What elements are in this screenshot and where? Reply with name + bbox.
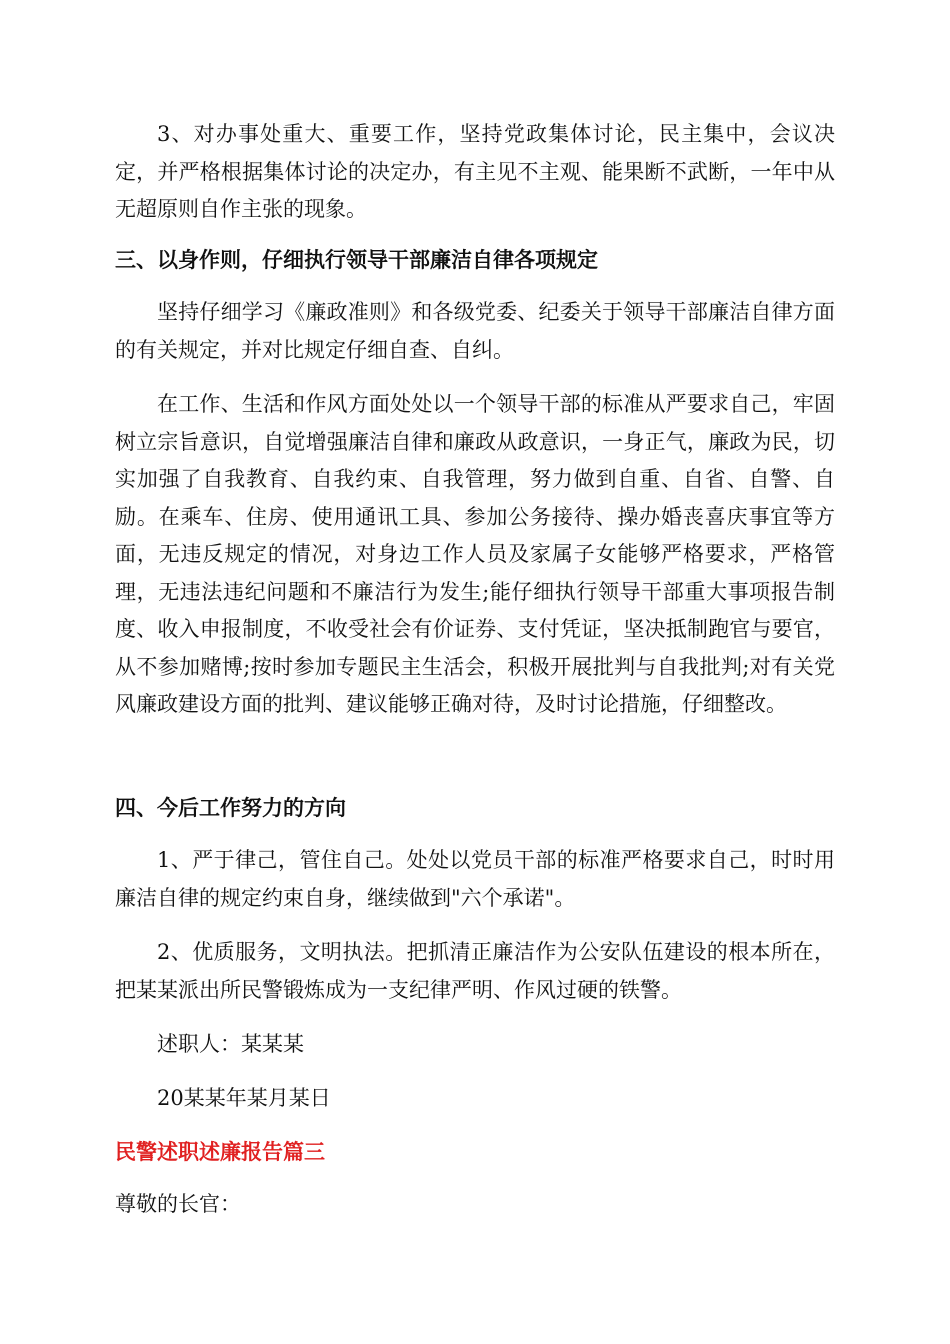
section-title: 民警述职述廉报告篇三 [115,1140,325,1164]
paragraph-item-3: 3、对办事处重大、重要工作，坚持党政集体讨论，民主集中，会议决定，并严格根据集体讨论的决定办，有主见不主观、能果断不武断，一年中从无超原则自作主张的现象。 [115,122,835,221]
date-line: 20某某年某月某日 [157,1086,331,1110]
paragraph-conduct: 在工作、生活和作风方面处处以一个领导干部的标准从严要求自己，牢固树立宗旨意识，自觉增强廉洁自律和廉政从政意识，一身正气，廉政为民，切实加强了自我教育、自我约束、自我管理，努力做到自重、自省、自警、自励。在乘车、住房、使用通讯工具、参加公务接待、操办婚丧喜庆事宜等方面，无违反规定的情况，对身边工作人员及家属子女能够严格要求，严格管理，无违法违纪问题和不廉洁行为发生;能仔细执行领导干部重大事项报告制度、收入申报制度，不收受社会有价证券、支付凭证，坚决抵制跑官与要官，从不参加赌博;按时参加专题民主生活会，积极开展批判与自我批判;对有关党风廉政建设方面的批判、建议能够正确对待，及时讨论措施，仔细整改。 [115,392,835,716]
heading-section-three: 三、以身作则，仔细执行领导干部廉洁自律各项规定 [115,248,598,272]
signature-line: 述职人：某某某 [157,1032,304,1056]
list-item-1: 1、严于律己，管住自己。处处以党员干部的标准严格要求自己，时时用廉洁自律的规定约束自身，继续做到"六个承诺"。 [115,848,835,910]
list-item-2: 2、优质服务，文明执法。把抓清正廉洁作为公安队伍建设的根本所在，把某某派出所民警锻炼成为一支纪律严明、作风过硬的铁警。 [115,940,835,1002]
heading-section-four: 四、今后工作努力的方向 [115,796,346,820]
paragraph-study-rules: 坚持仔细学习《廉政准则》和各级党委、纪委关于领导干部廉洁自律方面的有关规定，并对比规定仔细自查、自纠。 [115,300,835,362]
salutation: 尊敬的长官： [115,1192,241,1216]
